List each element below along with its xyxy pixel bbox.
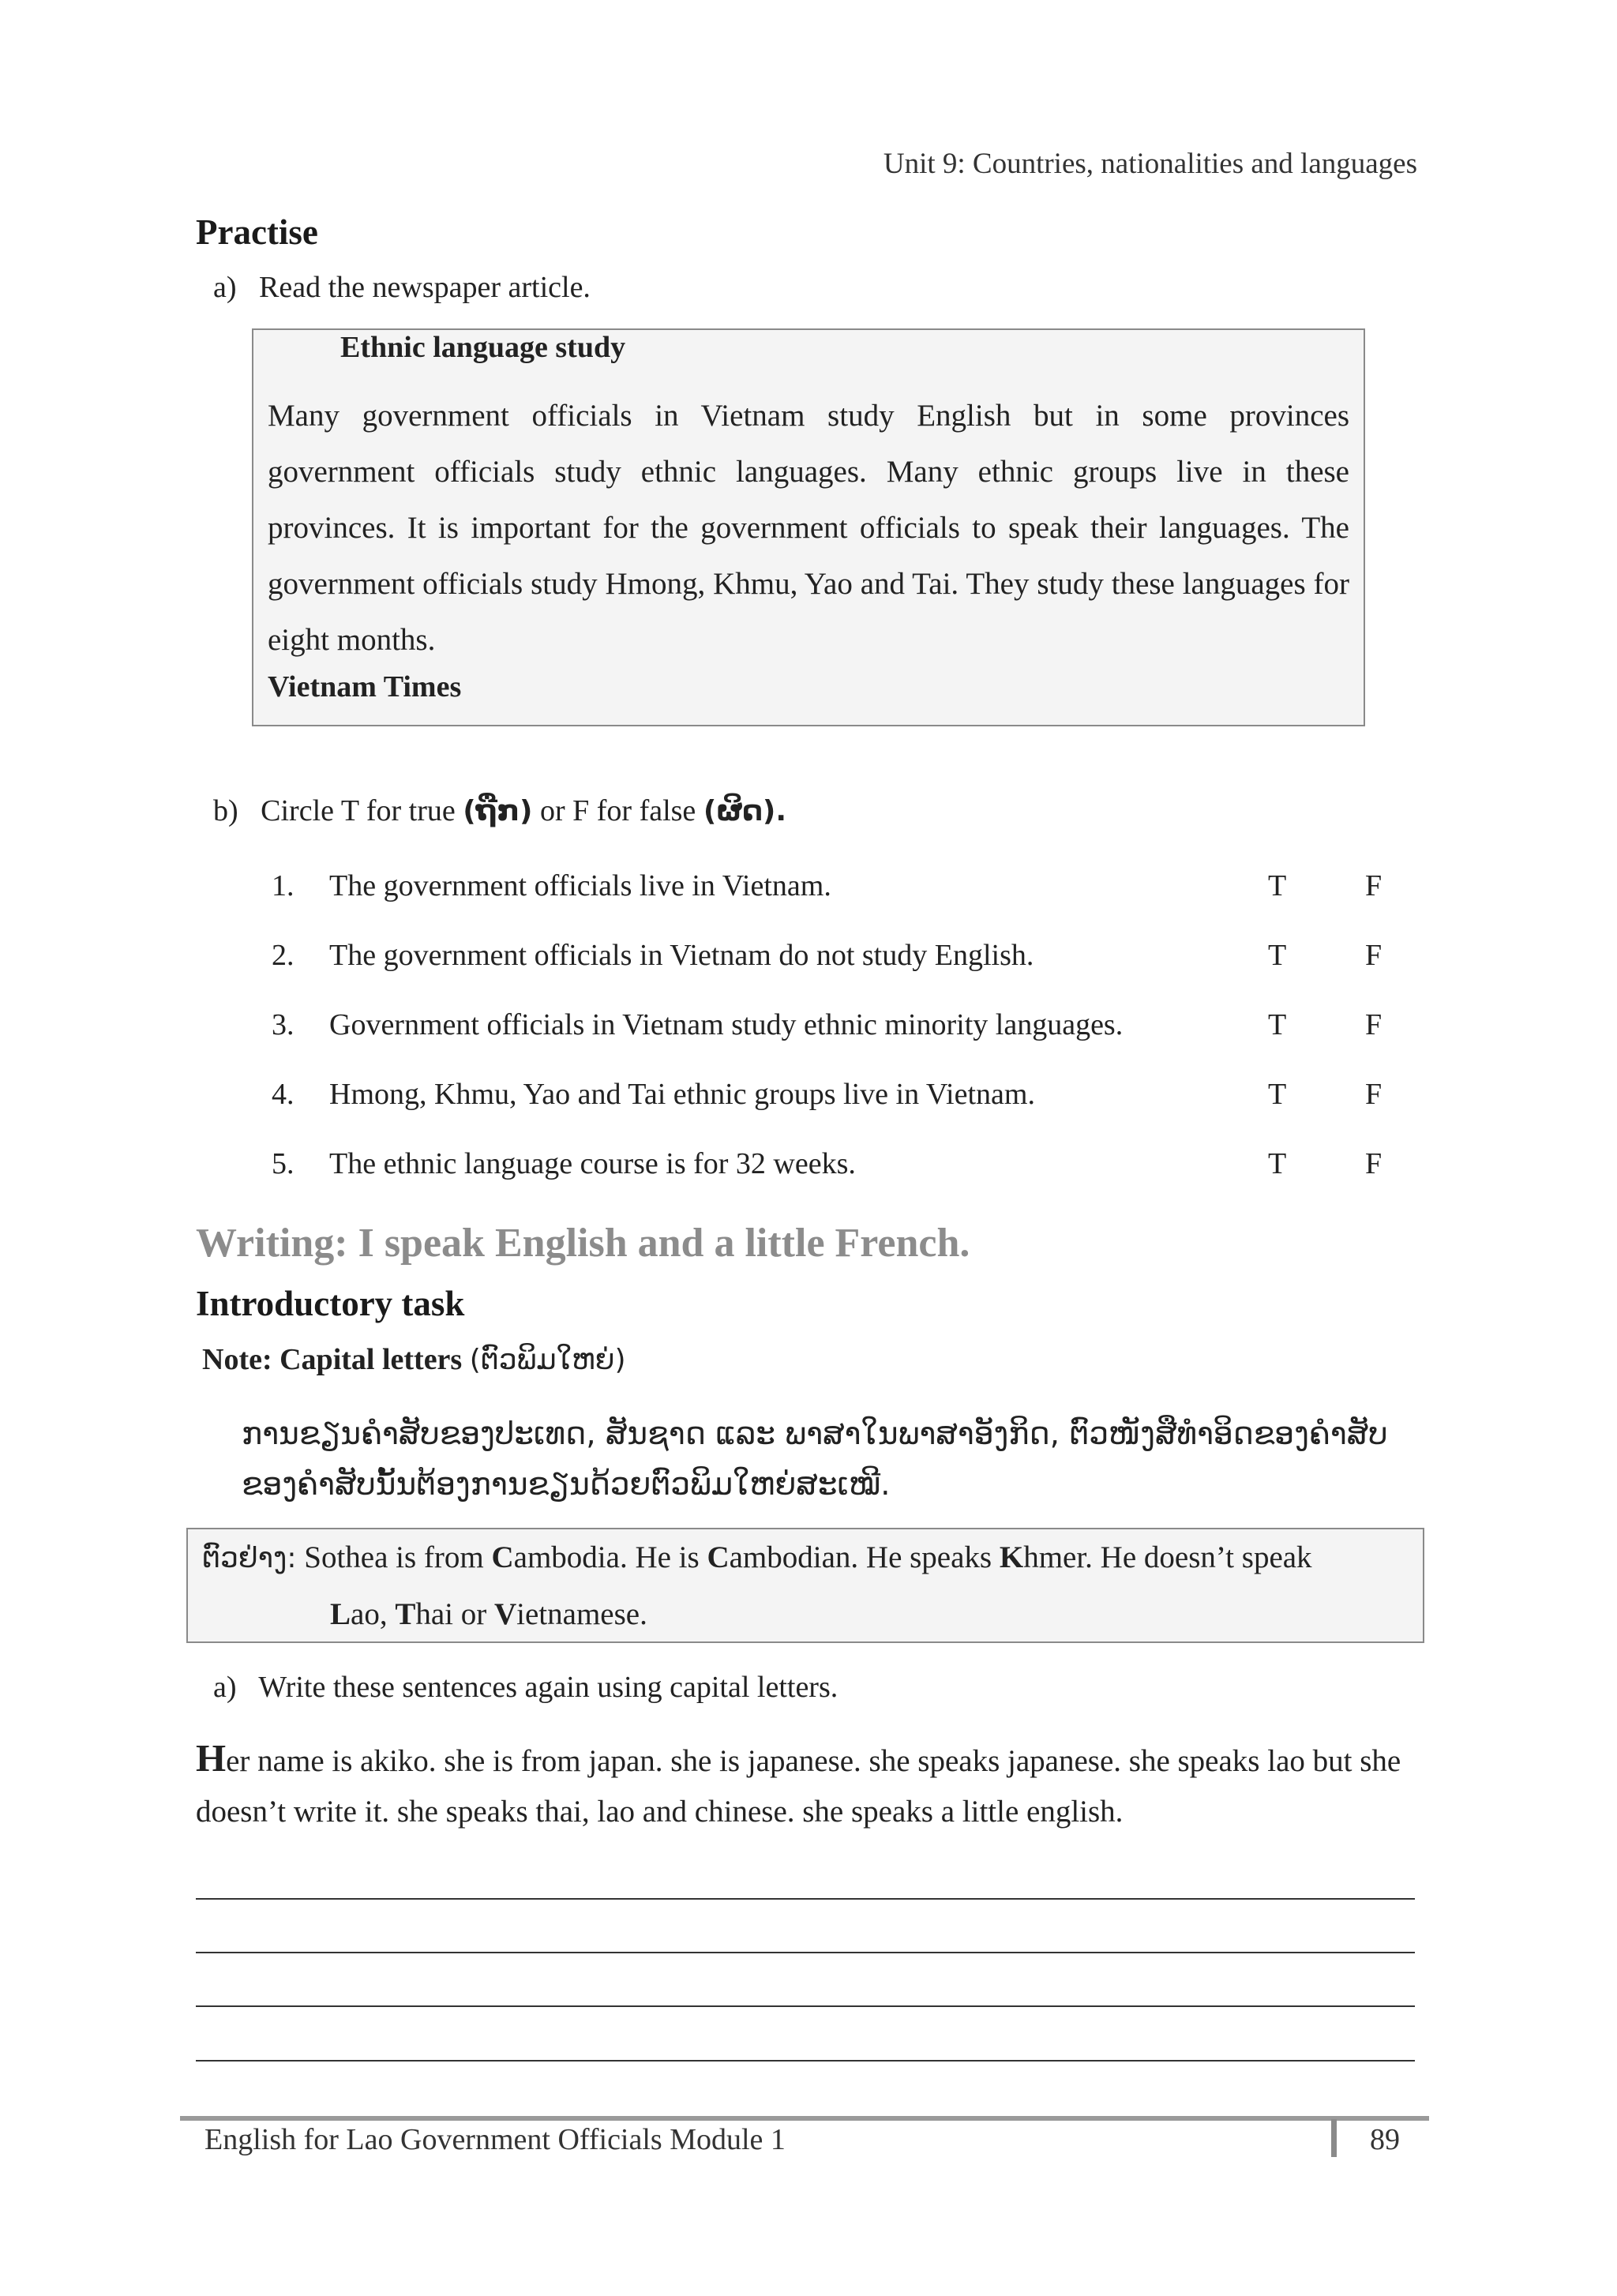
answer-line[interactable] [196, 1898, 1415, 1900]
statement-number: 2. [272, 939, 295, 972]
answer-line[interactable] [196, 2060, 1415, 2062]
footer-rule [180, 2116, 1429, 2121]
true-option[interactable]: T [1268, 1147, 1287, 1180]
example-line-1 [202, 1529, 1312, 1587]
statement-text: The government officials in Vietnam do not study English. [329, 939, 1034, 972]
true-option[interactable]: T [1268, 1078, 1287, 1111]
exercise-text: er name is akiko. she is from japan. she is japanese. she speaks japanese. she speaks lao but she doesn’t write it. she speaks thai, lao and chinese. she speaks a little english. [196, 1744, 1401, 1829]
newspaper-article-box [252, 328, 1365, 726]
false-option[interactable]: F [1365, 1008, 1383, 1041]
false-option[interactable]: F [1365, 939, 1383, 972]
statement-row [0, 1007, 1617, 1047]
capital-letter: C [491, 1540, 514, 1574]
note-label: Note: Capital letters [202, 1343, 463, 1376]
statement-number: 3. [272, 1008, 295, 1041]
false-option[interactable]: F [1365, 1078, 1383, 1111]
exercise-capital: H [196, 1736, 227, 1780]
practise-heading: Practise [196, 212, 318, 252]
statement-row [0, 938, 1617, 977]
true-option[interactable]: T [1268, 939, 1287, 972]
capital-letter: L [330, 1597, 351, 1631]
footer-module-title: English for Lao Government Officials Module 1 [204, 2123, 786, 2156]
writing-section-title: Writing: I speak English and a little French. [196, 1221, 970, 1266]
statement-text: The government officials live in Vietnam. [329, 869, 831, 902]
running-header: Unit 9: Countries, nationalities and languages [883, 148, 1417, 180]
example-line-2 [330, 1586, 647, 1643]
example-text: ao, [351, 1597, 396, 1631]
false-option[interactable]: F [1365, 1147, 1383, 1180]
example-text: Sothea is from [304, 1540, 492, 1574]
example-text: hai or [415, 1597, 494, 1631]
statement-number: 5. [272, 1147, 295, 1180]
article-body: Many government officials in Vietnam study English but in some provinces government officials study ethnic languages. Many ethnic groups live in these provinces. It is important for the government officials to speak their languages. The government officials study Hmong, Khmu, Yao and Tai. They study these languages for eight months. [268, 399, 1349, 657]
exercise-paragraph [196, 1733, 1412, 1837]
instruction-middle: or F for false [539, 794, 696, 827]
answer-line[interactable] [196, 2005, 1415, 2007]
capital-letters-note [202, 1342, 626, 1377]
example-text: ambodia. He is [513, 1540, 707, 1574]
statement-number: 1. [272, 869, 295, 902]
answer-line[interactable] [196, 1952, 1415, 1953]
example-box [186, 1528, 1424, 1643]
example-text: ambodian. He speaks [729, 1540, 1000, 1574]
capital-letter: V [493, 1597, 517, 1631]
statement-row [0, 1146, 1617, 1186]
article-title: Ethnic language study [340, 331, 626, 364]
statement-number: 4. [272, 1078, 295, 1111]
statement-row [0, 1077, 1617, 1116]
instruction-true-false [213, 793, 786, 828]
note-lao-text: (ຕົວພິມໃຫຍ່) [469, 1344, 626, 1376]
true-option[interactable]: T [1268, 869, 1287, 902]
capital-letter: C [707, 1540, 730, 1574]
instruction-read-article: a) Read the newspaper article. [213, 271, 591, 304]
false-option[interactable]: F [1365, 869, 1383, 902]
example-label: ຕົວຢ່າງ: [202, 1542, 297, 1574]
example-text: ietnamese. [516, 1597, 647, 1631]
capital-letter: T [395, 1597, 416, 1631]
statement-row [0, 869, 1617, 908]
footer-divider [1331, 2119, 1337, 2157]
introductory-task-heading: Introductory task [196, 1284, 465, 1323]
true-option[interactable]: T [1268, 1008, 1287, 1041]
statement-text: Government officials in Vietnam study ethnic minority languages. [329, 1008, 1124, 1041]
instruction-rewrite: a) Write these sentences again using capital letters. [213, 1671, 839, 1704]
statement-text: Hmong, Khmu, Yao and Tai ethnic groups live in Vietnam. [329, 1078, 1035, 1111]
false-lao-label: (ຜິດ). [703, 795, 786, 827]
lao-explanation: ການຂຽນຄຳສັບຂອງປະເທດ, ສັນຊາດ ແລະ ພາສາໃນພາສາອັງກິດ, ຕົວໜັງສືທຳອິດຂອງຄຳສັບຂອງຄຳສັບນັ້ນຕ້ອງການຂຽນດ້ວຍຕົວພິມໃຫຍ່ສະເໝີ. [242, 1416, 1388, 1503]
example-text: hmer. He doesn’t speak [1023, 1540, 1312, 1574]
instruction-prefix: b) Circle T for true [213, 794, 456, 827]
true-lao-label: (ຖືກ) [463, 795, 533, 827]
page-number: 89 [1370, 2123, 1400, 2156]
statement-text: The ethnic language course is for 32 weeks. [329, 1147, 856, 1180]
article-source: Vietnam Times [268, 670, 462, 703]
capital-letter: K [999, 1540, 1024, 1574]
